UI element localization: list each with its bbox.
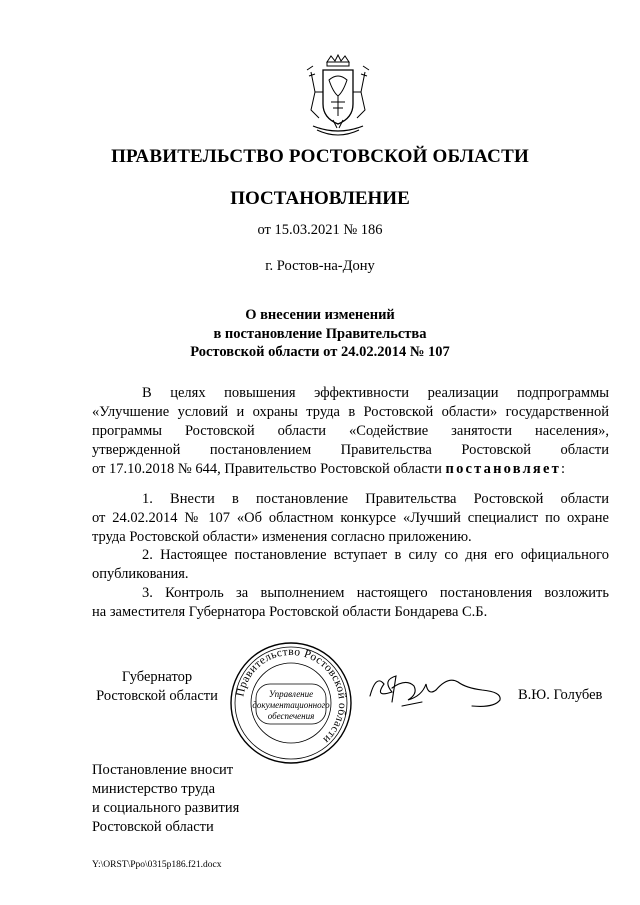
document-date-number: от 15.03.2021 № 186 (257, 222, 383, 238)
decree-word: постановляет (445, 461, 561, 477)
seal-ring-text: Правительство Ростовской области (234, 645, 349, 746)
subject-line: О внесении изменений (245, 307, 395, 323)
paragraph-line: утвержденной постановлением Правительства Ростовской области (92, 442, 609, 458)
item-3-paragraph (92, 584, 609, 622)
paragraph-line: 1. Внести в постановление Правительства Ростовской области (142, 491, 609, 507)
handwritten-signature (362, 666, 512, 716)
file-path: Y:\ORST\Ppo\0315p186.f21.docx (92, 860, 222, 870)
preamble-paragraph (92, 384, 609, 479)
sender-line: и социального развития (92, 800, 240, 816)
signatory-role (92, 668, 222, 706)
document-type: ПОСТАНОВЛЕНИЕ (230, 188, 410, 209)
sender-line: министерство труда (92, 781, 216, 797)
item-2-paragraph (92, 546, 609, 584)
paragraph-line: на заместителя Губернатора Ростовской области Бондарева С.Б. (92, 604, 488, 620)
government-title: ПРАВИТЕЛЬСТВО РОСТОВСКОЙ ОБЛАСТИ (111, 146, 529, 167)
item-1-paragraph (92, 490, 609, 547)
sender-line: Постановление вносит (92, 762, 234, 778)
seal-inner-text: документационного (252, 700, 330, 710)
official-seal-stamp (228, 640, 354, 766)
subject-line: Ростовской области от 24.02.2014 № 107 (190, 344, 450, 360)
paragraph-line: 3. Контроль за выполнением настоящего постановления возложить (142, 585, 609, 601)
role-line: Губернатор (121, 669, 193, 685)
subject-line: в постановление Правительства (213, 325, 427, 342)
paragraph-line: «Улучшение условий и охраны труда в Ростовской области» государственной (92, 404, 609, 420)
paragraph-line: 2. Настоящее постановление вступает в силу со дня его официального (142, 547, 609, 563)
role-line: Ростовской области (96, 688, 218, 704)
paragraph-line: В целях повышения эффективности реализации подпрограммы (142, 385, 609, 401)
seal-inner-text: Управление (268, 689, 314, 699)
document-city: г. Ростов-на-Дону (265, 258, 375, 274)
submitted-by-note (92, 761, 239, 837)
paragraph-line: опубликования. (92, 566, 189, 582)
paragraph-line: программы Ростовской области «Содействие занятости населения», (92, 423, 609, 439)
paragraph-line: от 17.10.2018 № 644, Правительство Ростовской области постановляет: (92, 461, 565, 477)
document-subject (0, 306, 640, 362)
paragraph-line-text: от 17.10.2018 № 644, Правительство Ростовской области (92, 461, 446, 477)
paragraph-line: труда Ростовской области» изменения согласно приложению. (92, 529, 472, 545)
seal-inner-text: обеспечения (267, 711, 315, 721)
signatory-name: В.Ю. Голубев (518, 687, 603, 703)
sender-line: Ростовской области (92, 819, 214, 835)
paragraph-line: от 24.02.2014 № 107 «Об областном конкурсе «Лучший специалист по охране (92, 510, 609, 526)
coat-of-arms-icon (293, 52, 383, 142)
